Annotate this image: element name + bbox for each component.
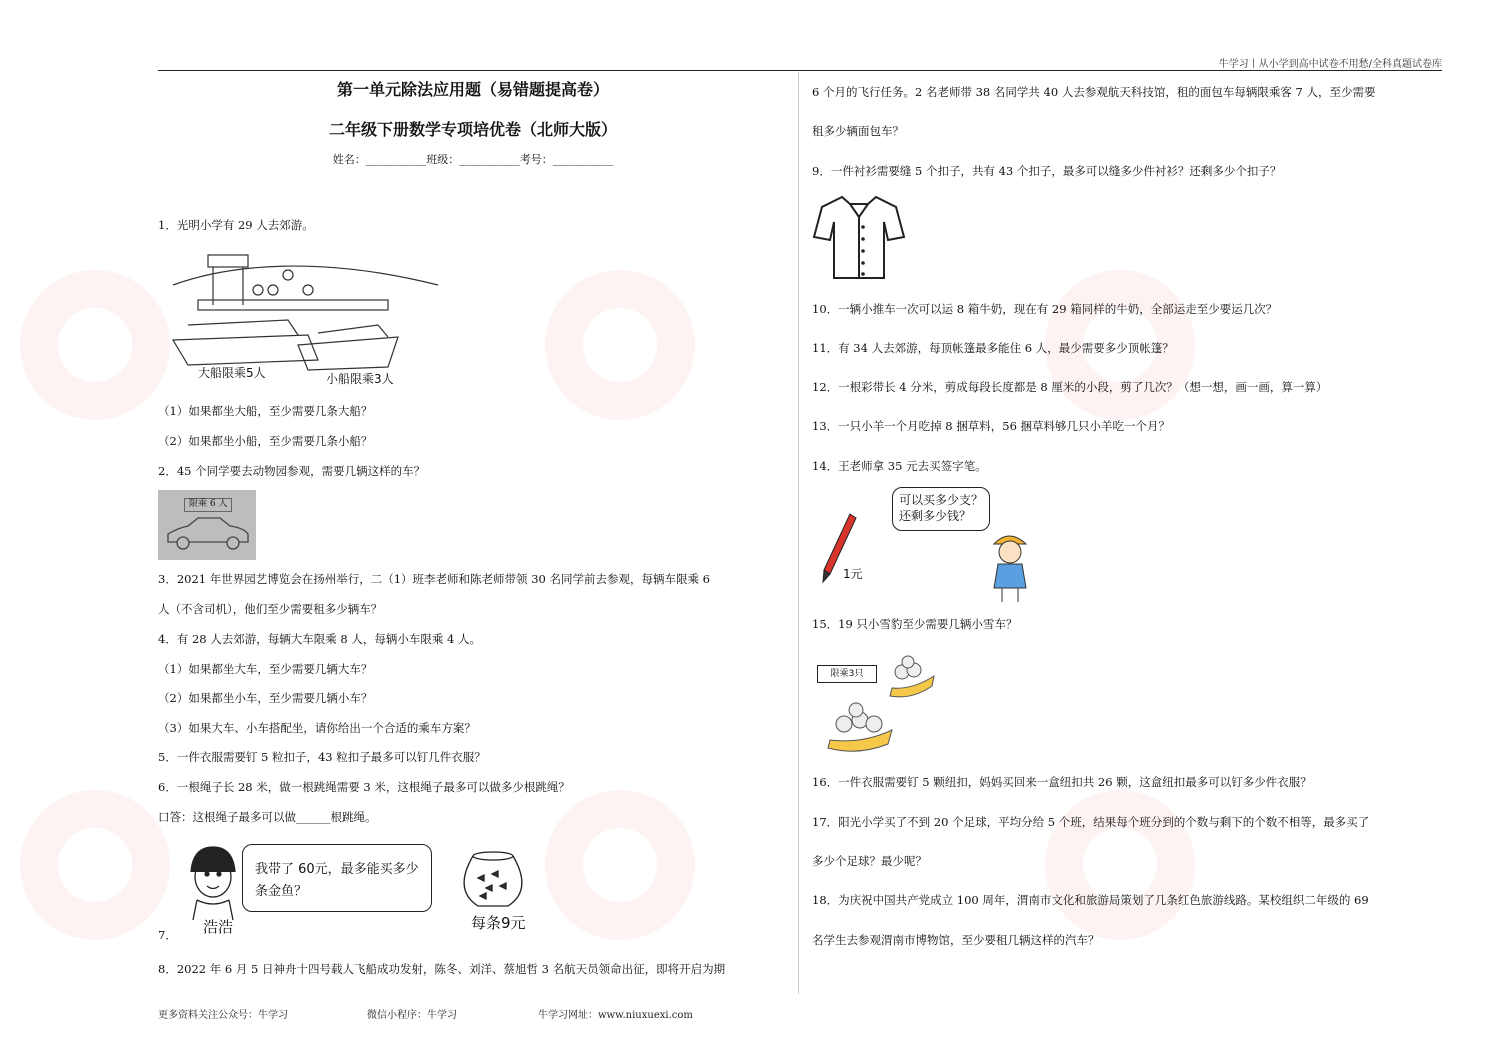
- boy-picture: [183, 842, 243, 922]
- pen-price: 1元: [843, 567, 863, 581]
- question-13: 13．一只小羊一个月吃掉 8 捆草料，56 捆草料够几只小羊吃一个月？: [812, 419, 1171, 433]
- fishbowl-picture: [458, 850, 528, 908]
- question-18-line1: 18．为庆祝中国共产党成立 100 周年，渭南市文化和旅游局策划了几条红色旅游线路。某校组织二年级的 69: [812, 893, 1369, 907]
- question-6-answer: 口答：这根绳子最多可以做______根跳绳。: [158, 810, 377, 824]
- column-divider: [798, 72, 799, 994]
- question-6: 6．一根绳子长 28 米，做一根跳绳需要 3 米，这根绳子最多可以做多少根跳绳？: [158, 780, 570, 794]
- question-9: 9．一件衬衫需要缝 5 个扣子，共有 43 个扣子，最多可以缝多少件衬衫？还剩多少个扣子？: [812, 164, 1282, 178]
- question-8-line3: 租多少辆面包车？: [812, 124, 904, 138]
- question-1-2: （2）如果都坐小船，至少需要几条小船？: [158, 434, 373, 448]
- shirt-picture: [812, 192, 907, 282]
- question-7: 7．: [158, 928, 177, 942]
- question-12: 12．一根彩带长 4 分米，剪成每段长度都是 8 厘米的小段，剪了几次？（想一想，画一画，算一算）: [812, 380, 1328, 394]
- car-limit-sign: 限乘 6 人: [184, 498, 232, 512]
- watermark-logo: [545, 270, 695, 420]
- question-1: 1．光明小学有 29 人去郊游。: [158, 218, 314, 232]
- page-subtitle: 二年级下册数学专项培优卷（北师大版）: [328, 120, 617, 139]
- footer-mini-program: 微信小程序：牛学习: [367, 1010, 457, 1021]
- question-17-line1: 17．阳光小学买了不到 20 个足球，平均分给 5 个班，结果每个班分到的个数与剩下的个数不相等，最多买了: [812, 815, 1370, 829]
- question-18-line2: 名学生去参观渭南市博物馆，至少要租几辆这样的汽车？: [812, 933, 1100, 947]
- question-11: 11．有 34 人去郊游，每顶帐篷最多能住 6 人，最少需要多少顶帐篷？: [812, 341, 1174, 355]
- question-4-3: （3）如果大车、小车搭配坐，请你给出一个合适的乘车方案？: [158, 721, 476, 735]
- small-boat-label: 小船限乘3人: [326, 372, 394, 386]
- question-3-line2: 人（不含司机），他们至少需要租多少辆车？: [158, 602, 383, 616]
- student-info-line: 姓名：___________班级：___________考号：___________: [332, 153, 614, 166]
- fish-price: 每条9元: [471, 914, 526, 932]
- watermark-logo: [1045, 790, 1195, 940]
- question-4: 4．有 28 人去郊游，每辆大车限乘 8 人，每辆小车限乘 4 人。: [158, 632, 482, 646]
- question-17-line2: 多少个足球？最少呢？: [812, 854, 927, 868]
- footer-website[interactable]: 牛学习网址：www.niuxuexi.com: [538, 1010, 693, 1021]
- watermark-logo: [545, 790, 695, 940]
- sled-limit-sign: 限乘3只: [817, 665, 877, 683]
- question-8-line2: 6 个月的飞行任务。2 名老师带 38 名同学共 40 人去参观航天科技馆，租的面包车每辆限乘客 7 人，至少需要: [812, 85, 1376, 99]
- speech-bubble-7: 我带了 60元，最多能买多少条金鱼？: [242, 844, 432, 912]
- watermark-logo: [20, 270, 170, 420]
- question-14: 14．王老师拿 35 元去买签字笔。: [812, 459, 987, 473]
- question-4-2: （2）如果都坐小车，至少需要几辆小车？: [158, 691, 373, 705]
- question-16: 16．一件衣服需要钉 5 颗纽扣，妈妈买回来一盒纽扣共 26 颗，这盒纽扣最多可以钉多少件衣服？: [812, 775, 1312, 789]
- girl-picture: [982, 530, 1037, 605]
- snow-leopard-sled-picture: [822, 648, 942, 758]
- question-10: 10．一辆小推车一次可以运 8 箱牛奶，现在有 29 箱同样的牛奶，全部运走至少要运几次？: [812, 302, 1278, 316]
- question-8-line1: 8．2022 年 6 月 5 日神舟十四号载人飞船成功发射，陈冬、刘洋、蔡旭哲 3 名航天员领命出征，即将开启为期: [158, 962, 726, 976]
- question-2: 2．45 个同学要去动物园参观，需要几辆这样的车？: [158, 464, 426, 478]
- footer-official-account: 更多资料关注公众号：牛学习: [158, 1010, 288, 1021]
- question-3-line1: 3．2021 年世界园艺博览会在扬州举行，二（1）班李老师和陈老师带领 30 名同学前去参观，每辆车限乘 6: [158, 572, 710, 586]
- watermark-logo: [20, 790, 170, 940]
- header-rule: [158, 70, 1442, 71]
- question-5: 5．一件衣服需要钉 5 粒扣子，43 粒扣子最多可以钉几件衣服？: [158, 750, 486, 764]
- header-tagline: 牛学习丨从小学到高中试卷不用愁/全科真题试卷库: [1218, 59, 1442, 70]
- boy-name: 浩浩: [203, 918, 234, 936]
- big-boat-label: 大船限乘5人: [198, 366, 266, 380]
- question-15: 15．19 只小雪豹至少需要几辆小雪车？: [812, 617, 1018, 631]
- speech-bubble-14: 可以买多少支？还剩多少钱？: [892, 487, 990, 531]
- question-4-1: （1）如果都坐大车，至少需要几辆大车？: [158, 662, 373, 676]
- question-1-1: （1）如果都坐大船，至少需要几条大船？: [158, 404, 373, 418]
- car-picture: [158, 490, 256, 560]
- page-title: 第一单元除法应用题（易错题提高卷）: [336, 80, 609, 99]
